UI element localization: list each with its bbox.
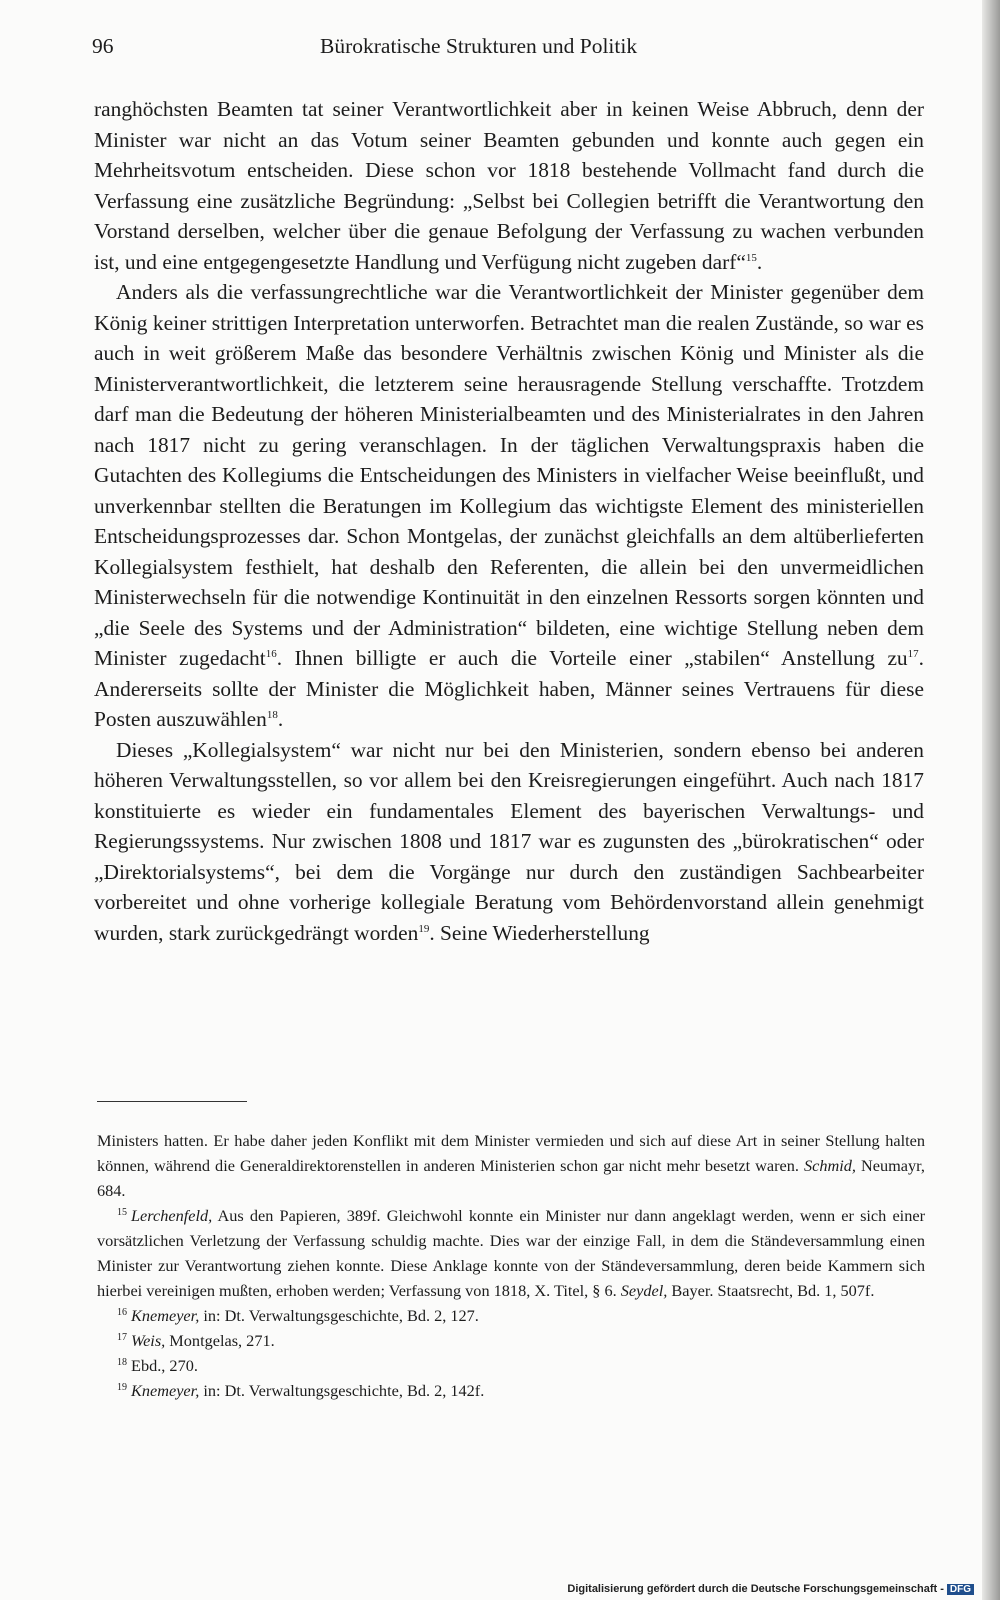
page-number: 96	[92, 34, 114, 58]
footnote-ref-15[interactable]: 15	[745, 251, 757, 264]
paragraph-3-tail: . Seine Wiederherstellung	[429, 920, 650, 945]
footnote-cont-author: Schmid,	[803, 1156, 856, 1175]
footnote-18	[97, 1353, 925, 1378]
footnote-continuation	[97, 1128, 925, 1203]
footnote-ref-18[interactable]: 18	[266, 709, 278, 721]
footnote-15-text-2: Bayer. Staatsrecht, Bd. 1, 507f.	[667, 1281, 875, 1300]
paragraph-2-text-d: .	[277, 707, 284, 731]
footnote-18-number: 18	[117, 1357, 127, 1368]
paragraph-2-text-c: . Andererseits sollte der Minister die Möglichkeit haben, Männer seines Vertrauens für diese Posten auszuwählen	[94, 646, 924, 731]
footnote-19-text: in: Dt. Verwaltungsgeschichte, Bd. 2, 142f.	[199, 1381, 485, 1400]
footnote-17-author: Weis,	[131, 1331, 166, 1350]
footnote-15-author-2: Seydel,	[620, 1281, 668, 1300]
footnote-15-text: Aus den Papieren, 389f. Gleichwohl konnte ein Minister nur dann angeklagt werden, wenn er sich einer vorsätzlichen Verletzung der Verfassung schuldig machte. Dies war der einzige Fall, in dem die Ständeversammlung einen Minister zur Verantwortung ziehen konnte. Diese Anklage konnte von der Ständeversammlung, deren beide Kammern sich hierbei vereinigen mußten, erhoben werden; Verfassung von 1818, X. Titel, § 6.	[97, 1206, 925, 1300]
footnote-16-author: Knemeyer,	[131, 1306, 200, 1325]
running-header	[92, 34, 922, 68]
footnote-cont-text: Ministers hatten. Er habe daher jeden Konflikt mit dem Minister vermieden und sich auf diese Art in seiner Stellung halten können, während die Generaldirektorenstellen in anderen Ministerien schon gar nicht mehr besetzt waren.	[97, 1131, 925, 1175]
main-text	[94, 94, 924, 948]
footnote-17	[97, 1328, 925, 1353]
footnote-ref-16[interactable]: 16	[265, 648, 277, 660]
footnote-16-text: in: Dt. Verwaltungsgeschichte, Bd. 2, 127.	[199, 1306, 479, 1325]
paragraph-3	[94, 735, 924, 949]
footnote-19-author: Knemeyer,	[131, 1381, 200, 1400]
dfg-logo: DFG	[947, 1584, 974, 1595]
digitization-credit	[567, 1583, 974, 1595]
footnote-ref-17[interactable]: 17	[907, 648, 919, 660]
footnote-15-author: Lerchenfeld,	[131, 1206, 213, 1225]
footnote-separator	[97, 1101, 247, 1102]
paragraph-1-text: ranghöchsten Beamten tat seiner Verantwortlichkeit aber in keinen Weise Abbruch, denn der Minister war nicht an das Votum seiner Beamten gebunden und konnte auch gegen ein Mehrheitsvotum entscheiden. Diese schon vor 1818 bestehende Vollmacht fand durch die Verfassung eine zusätzliche Begründung: „Selbst bei Collegien betrifft die Verantwortung den Vorstand derselben, welcher über die genaue Befolgung der Verfassung zu wachen verbunden ist, und eine entgegengesetzte Handlung und Verfügung nicht zugeben darf“	[94, 97, 924, 274]
footnote-ref-19[interactable]: 19	[418, 922, 430, 935]
footnotes	[97, 1128, 925, 1403]
footnote-19-number: 19	[117, 1382, 127, 1393]
footnote-16-number: 16	[117, 1307, 127, 1318]
footnote-cont-rest: Neumayr, 684.	[97, 1156, 925, 1200]
footnote-16	[97, 1303, 925, 1328]
footnote-19	[97, 1378, 925, 1403]
paragraph-2	[94, 277, 924, 735]
paragraph-2-text-b: . Ihnen billigte er auch die Vorteile einer „stabilen“ Anstellung zu	[276, 646, 908, 670]
credit-text: Digitalisierung gefördert durch die Deutsche Forschungsgemeinschaft -	[567, 1583, 944, 1595]
footnote-17-text: Montgelas, 271.	[165, 1331, 275, 1350]
paragraph-1-tail: .	[756, 249, 763, 274]
footnote-18-text: Ebd., 270.	[131, 1356, 198, 1375]
footnote-15	[97, 1203, 925, 1303]
paragraph-1	[94, 94, 924, 277]
page-edge-shadow	[982, 0, 1000, 1600]
running-title: Bürokratische Strukturen und Politik	[320, 34, 638, 58]
paragraph-2-text-a: Anders als die verfassungrechtliche war die Verantwortlichkeit der Minister gegenüber dem König keiner strittigen Interpretation unterworfen. Betrachtet man die realen Zustände, so war es auch in weit größerem Maße das besondere Verhältnis zwischen König und Minister als die Ministerverantwortlichkeit, die letzterem seine herausragende Stellung verschaffte. Trotzdem darf man die Bedeutung der höheren Ministerialbeamten und des Ministerialrates in den Jahren nach 1817 nicht zu gering veranschlagen. In der täglichen Verwaltungspraxis haben die Gutachten des Kollegiums die Entscheidungen des Ministers in vielfacher Weise beeinflußt, und unverkennbar stellten die Beratungen im Kollegium das wichtigste Element des ministeriellen Entscheidungsprozesses dar. Schon Montgelas, der zunächst gleichfalls an dem altüberlieferten Kollegialsystem festhielt, hat deshalb den Referenten, die allein bei den unvermeidlichen Ministerwechseln für die notwendige Kontinuität in den einzelnen Ressorts sorgen könnten und „die Seele des Systems und der Administration“ bildeten, eine wichtige Stellung neben dem Minister zugedacht	[94, 280, 924, 670]
paragraph-3-text: Dieses „Kollegialsystem“ war nicht nur bei den Ministerien, sondern ebenso bei anderen höheren Verwaltungsstellen, so vor allem bei den Kreisregierungen eingeführt. Auch nach 1817 konstituierte es wieder ein fundamentales Element des bayerischen Verwaltungs- und Regierungssystems. Nur zwischen 1808 und 1817 war es zugunsten des „bürokratischen“ oder „Direktorialsystems“, bei dem die Vorgänge nur durch den zuständigen Sachbearbeiter vorbereitet und ohne vorherige kollegiale Beratung vom Behördenvorstand allein genehmigt wurden, stark zurückgedrängt worden	[94, 737, 924, 945]
footnote-15-number: 15	[117, 1207, 127, 1218]
footnote-17-number: 17	[117, 1332, 127, 1343]
